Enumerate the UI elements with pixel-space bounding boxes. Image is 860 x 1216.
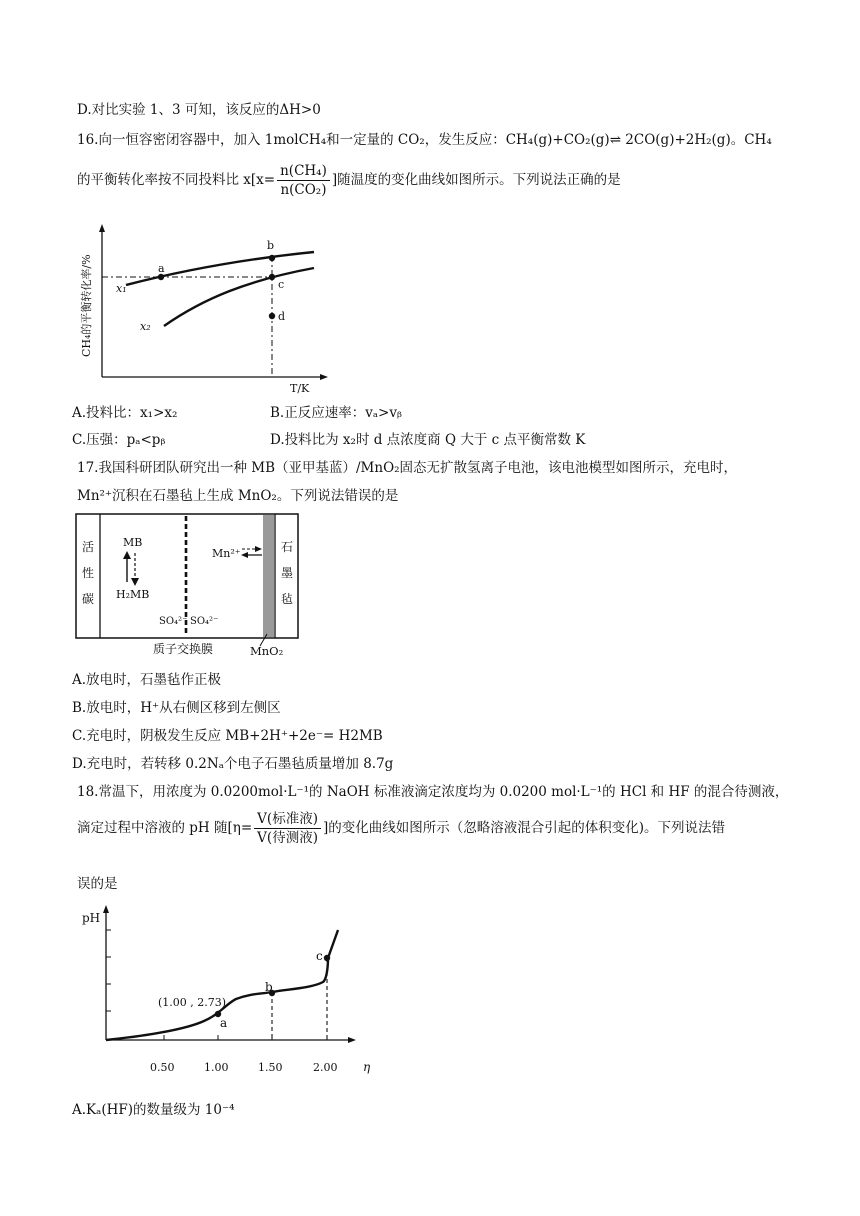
q17-stem-line1: 17.我国科研团队研究出一种 MB（亚甲基蓝）/MnO₂固态无扩散氢离子电池，该电池模型如图所示，充电时， — [77, 460, 738, 476]
q17-stem-line2: Mn²⁺沉积在石墨毡上生成 MnO₂。下列说法错误的是 — [77, 488, 399, 504]
q17-arrow-up-head — [123, 551, 131, 559]
q18-x-tick-label: 2.00 — [313, 1061, 338, 1074]
q16-curve-x1-label: x₁ — [116, 282, 127, 295]
q16-point-d — [269, 313, 275, 319]
q17-mb-label: MB — [123, 536, 143, 549]
q17-left-electrode-char2: 性 — [82, 566, 95, 580]
q16-conversion-chart — [74, 222, 334, 394]
q18-point-c-label: c — [316, 949, 323, 963]
q17-arrow-left-head — [241, 552, 248, 558]
q16-stem-post: ]随温度的变化曲线如图所示。下列说法正确的是 — [331, 172, 621, 188]
q18-y-axis-label: pH — [82, 911, 101, 925]
q16-stem-line1: 16.向一恒容密闭容器中，加入 1molCH₄和一定量的 CO₂，发生反应：CH₄(g)+CO₂(g)⇌ 2CO(g)+2H₂(g)。CH₄ — [77, 132, 772, 148]
q17-arrow-down-head — [131, 578, 139, 586]
q18-fraction-numerator: V(标准液) — [254, 810, 321, 829]
q18-y-axis-arrow — [103, 905, 109, 913]
q17-option-d: D.充电时，若转移 0.2Nₐ个电子石墨毡质量增加 8.7g — [72, 756, 394, 772]
q18-option-a: A.Kₐ(HF)的数量级为 10⁻⁴ — [72, 1102, 235, 1118]
q17-sulfate-right: SO₄²⁻ — [190, 616, 219, 627]
q18-point-a-annotation: (1.00 , 2.73) — [158, 996, 227, 1009]
q17-graphite-felt-layer — [263, 515, 274, 637]
q17-option-a: A.放电时，石墨毡作正极 — [72, 672, 222, 688]
q17-h2mb-label: H₂MB — [116, 588, 150, 601]
q16-point-c-label: c — [278, 278, 285, 291]
q18-stem-line2 — [77, 810, 725, 847]
q18-x-tick-label: 1.50 — [258, 1061, 283, 1074]
q16-stem-line2 — [77, 162, 621, 199]
q17-option-b: B.放电时，H⁺从右侧区移到左侧区 — [72, 700, 281, 716]
q16-y-axis-label: CH₄的平衡转化率/% — [80, 254, 93, 357]
q16-option-a: A.投料比：x₁>x₂ — [72, 405, 178, 421]
q16-point-c — [269, 274, 275, 280]
q16-curve-x2-label: x₂ — [140, 320, 151, 333]
q16-option-d: D.投料比为 x₂时 d 点浓度商 Q 大于 c 点平衡常数 K — [270, 432, 586, 448]
q18-x-axis-label: η — [363, 1060, 371, 1074]
q16-fraction-denominator: n(CO₂) — [280, 182, 327, 198]
q17-right-electrode-char1: 石 — [281, 540, 294, 554]
q18-titration-chart — [74, 900, 374, 1080]
q16-curve-x1 — [126, 252, 314, 285]
q16-ratio-fraction — [277, 162, 330, 199]
q18-ratio-fraction — [254, 810, 321, 847]
q18-x-tick-label: 0.50 — [150, 1061, 175, 1074]
q17-right-electrode-char2: 墨 — [281, 566, 294, 580]
q16-x-axis-label: T/K — [290, 382, 310, 394]
q17-battery-diagram — [74, 512, 302, 658]
q18-point-b-label: b — [265, 980, 273, 994]
q15-option-d: D.对比实验 1、3 可知，该反应的ΔH>0 — [77, 102, 321, 118]
q16-y-axis-arrow — [99, 224, 105, 232]
q17-sulfate-left: SO₄²⁻ — [159, 616, 188, 627]
q16-fraction-numerator: n(CH₄) — [277, 162, 330, 181]
q16-point-b-label: b — [267, 239, 275, 252]
q17-right-electrode-char3: 毡 — [281, 592, 294, 606]
q18-stem-line3: 误的是 — [77, 876, 118, 892]
q17-mn-ion-label: Mn²⁺ — [212, 547, 241, 560]
q16-x-axis-arrow — [320, 374, 328, 380]
q16-stem-pre: 的平衡转化率按不同投料比 x[x= — [77, 172, 276, 188]
q17-left-electrode-char3: 碳 — [82, 592, 95, 606]
q17-option-c: C.充电时，阴极发生反应 MB+2H⁺+2e⁻= H2MB — [72, 728, 383, 744]
q17-membrane-label: 质子交换膜 — [153, 642, 214, 656]
q16-point-b — [269, 255, 275, 261]
q18-stem-post: ]的变化曲线如图所示（忽略溶液混合引起的体积变化)。下列说法错 — [322, 820, 726, 836]
q16-point-a-label: a — [158, 262, 165, 275]
q17-arrow-right-head — [255, 546, 262, 552]
q16-point-d-label: d — [278, 310, 286, 323]
q18-stem-pre: 滴定过程中溶液的 pH 随[η= — [77, 820, 253, 836]
q18-x-tick-label: 1.00 — [204, 1061, 229, 1074]
q17-left-electrode-char1: 活 — [82, 540, 95, 554]
q18-point-c — [324, 955, 330, 961]
q18-y-ticks — [106, 930, 111, 1011]
q18-fraction-denominator: V(待测液) — [257, 830, 318, 846]
q17-mno2-label: MnO₂ — [250, 644, 284, 658]
q18-stem-line1: 18.常温下，用浓度为 0.0200mol·L⁻¹的 NaOH 标准液滴定浓度均为 0.0200 mol·L⁻¹的 HCl 和 HF 的混合待测液， — [77, 784, 789, 800]
q16-option-b: B.正反应速率：vₐ>vᵦ — [270, 405, 402, 421]
q18-x-axis-arrow — [348, 1037, 356, 1043]
q16-option-c: C.压强：pₐ<pᵦ — [72, 432, 166, 448]
q18-point-a-label: a — [220, 1016, 228, 1030]
